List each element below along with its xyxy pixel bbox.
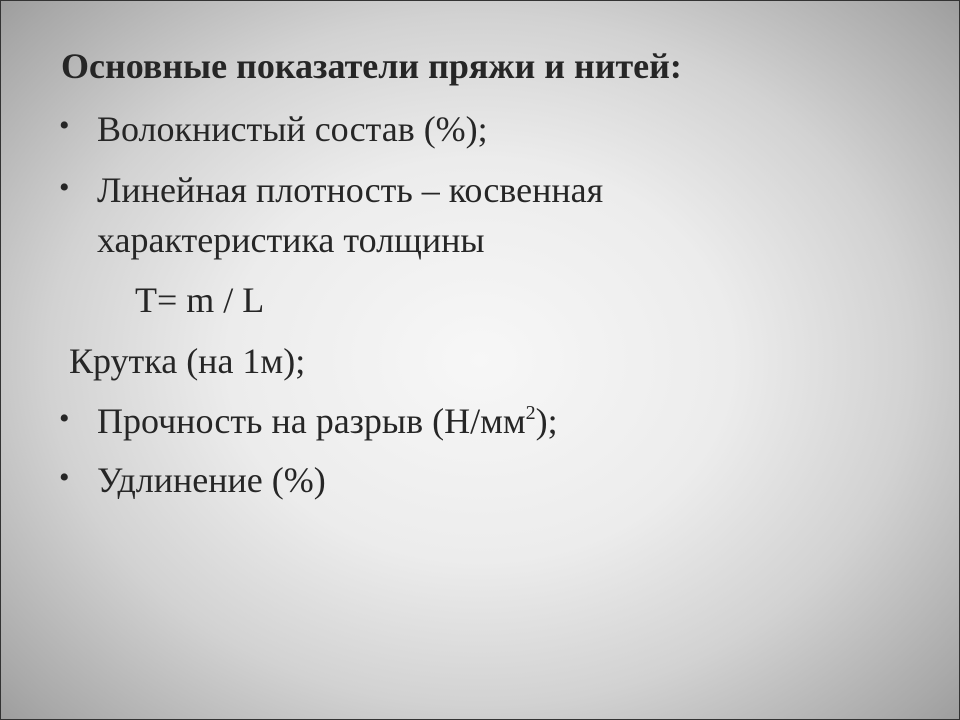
bullet-icon: • [59,402,70,435]
bullet-item-fiber-composition: Волокнистый состав (%); [97,109,488,149]
formula-text: T= m / L [135,280,265,320]
bullet-icon: • [59,461,70,494]
list-item-twist: Крутка (на 1м); [69,341,306,381]
bullet-icon: • [59,171,70,204]
superscript-exponent: 2 [525,402,536,424]
bullet-item-tensile-strength [97,397,558,445]
bullet-item-linear-density-line2: характеристика толщины [97,220,485,260]
tensile-strength-text: Прочность на разрыв (Н/мм [97,401,526,441]
slide-title: Основные показатели пряжи и нитей: [61,46,682,86]
tensile-strength-closing: ); [535,401,558,441]
bullet-icon: • [59,109,70,142]
bullet-item-linear-density-line1: Линейная плотность – косвенная [97,170,604,210]
bullet-item-elongation: Удлинение (%) [97,460,326,500]
